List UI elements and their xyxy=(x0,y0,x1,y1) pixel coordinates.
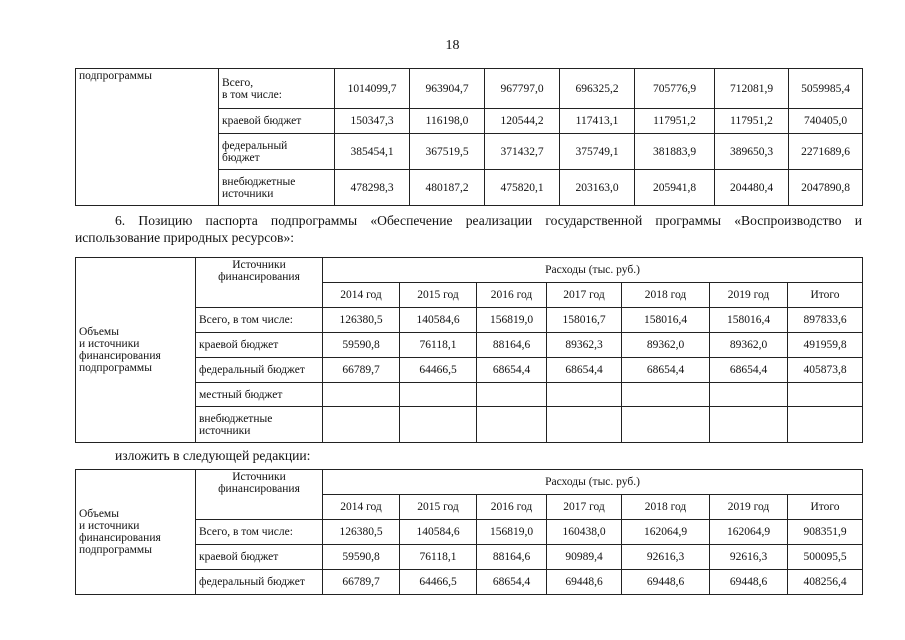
table2-cell xyxy=(477,407,547,443)
table1-cell: 371432,7 xyxy=(485,134,560,170)
table2-cell xyxy=(710,383,788,407)
table1-cell: 967797,0 xyxy=(485,69,560,109)
table2-year-header: 2014 год xyxy=(323,283,400,308)
table3-expenses-header: Расходы (тыс. руб.) xyxy=(323,470,863,495)
table2-cell: 491959,8 xyxy=(788,333,863,358)
table2-year-header: 2015 год xyxy=(400,283,477,308)
financing-table-continuation xyxy=(75,68,863,206)
table3-body xyxy=(76,470,863,595)
table1-cell: 205941,8 xyxy=(635,170,715,206)
table2-row-label: Всего, в том числе: xyxy=(196,308,323,333)
table1-row-label: федеральный бюджет xyxy=(219,134,335,170)
table3-cell: 162064,9 xyxy=(710,520,788,545)
table2-first-col: Объемы и источники финансирования подпрограммы xyxy=(76,258,196,443)
table3-cell: 69448,6 xyxy=(547,570,622,595)
table3-cell: 69448,6 xyxy=(710,570,788,595)
table2-cell xyxy=(788,383,863,407)
table1-cell: 712081,9 xyxy=(715,69,789,109)
table2-cell: 68654,4 xyxy=(622,358,710,383)
table2-cell: 66789,7 xyxy=(323,358,400,383)
table3-year-header: 2015 год xyxy=(400,495,477,520)
table1-cell: 150347,3 xyxy=(335,109,410,134)
table1-cell: 740405,0 xyxy=(789,109,863,134)
table2-row-label: местный бюджет xyxy=(196,383,323,407)
table2-row-label: краевой бюджет xyxy=(196,333,323,358)
table2-cell: 89362,0 xyxy=(710,333,788,358)
table3-cell: 140584,6 xyxy=(400,520,477,545)
table1-cell: 2271689,6 xyxy=(789,134,863,170)
table3-row-label: Всего, в том числе: xyxy=(196,520,323,545)
table1-row-label: Всего, в том числе: xyxy=(219,69,335,109)
table2-cell: 897833,6 xyxy=(788,308,863,333)
table2-cell: 68654,4 xyxy=(477,358,547,383)
table2-cell: 158016,7 xyxy=(547,308,622,333)
table2-cell: 140584,6 xyxy=(400,308,477,333)
table2-cell: 158016,4 xyxy=(622,308,710,333)
table2-year-header: 2018 год xyxy=(622,283,710,308)
table3-cell: 162064,9 xyxy=(622,520,710,545)
table3-cell: 88164,6 xyxy=(477,545,547,570)
table3-year-header: 2014 год xyxy=(323,495,400,520)
table2-cell xyxy=(323,383,400,407)
table2-year-header: 2016 год xyxy=(477,283,547,308)
table2-cell: 68654,4 xyxy=(547,358,622,383)
table2-cell xyxy=(547,383,622,407)
table3-cell: 64466,5 xyxy=(400,570,477,595)
table2-cell: 158016,4 xyxy=(710,308,788,333)
paragraph-position-6: 6. Позицию паспорта подпрограммы «Обеспечение реализации государственной программы «Воспроизводство и использование природных ресурсов»: xyxy=(75,213,862,245)
table1-cell: 367519,5 xyxy=(410,134,485,170)
table3-cell: 160438,0 xyxy=(547,520,622,545)
table2-cell: 88164,6 xyxy=(477,333,547,358)
table3-cell: 908351,9 xyxy=(788,520,863,545)
table3-cell: 59590,8 xyxy=(323,545,400,570)
table3-year-header: Итого xyxy=(788,495,863,520)
table1-cell: 385454,1 xyxy=(335,134,410,170)
table1-cell: 480187,2 xyxy=(410,170,485,206)
table1-cell: 2047890,8 xyxy=(789,170,863,206)
table3-cell: 90989,4 xyxy=(547,545,622,570)
table1-cell: 116198,0 xyxy=(410,109,485,134)
table3-cell: 92616,3 xyxy=(622,545,710,570)
table2-cell: 64466,5 xyxy=(400,358,477,383)
table3-cell: 408256,4 xyxy=(788,570,863,595)
financing-table-old xyxy=(75,257,863,443)
table1-cell: 696325,2 xyxy=(560,69,635,109)
table1-cell: 203163,0 xyxy=(560,170,635,206)
table1-cell: 475820,1 xyxy=(485,170,560,206)
table2-cell xyxy=(788,407,863,443)
table2-cell xyxy=(622,383,710,407)
table3-year-header: 2018 год xyxy=(622,495,710,520)
table2-cell xyxy=(547,407,622,443)
table2-cell xyxy=(710,407,788,443)
table3-row-label: краевой бюджет xyxy=(196,545,323,570)
table3-sources-header: Источники финансирования xyxy=(196,470,323,520)
table1-cell: 117951,2 xyxy=(635,109,715,134)
table2-year-header: 2019 год xyxy=(710,283,788,308)
financing-table-new xyxy=(75,469,863,595)
table2-cell xyxy=(477,383,547,407)
table3-year-header: 2017 год xyxy=(547,495,622,520)
table3-year-header: 2019 год xyxy=(710,495,788,520)
table2-cell: 89362,0 xyxy=(622,333,710,358)
table1-cell: 478298,3 xyxy=(335,170,410,206)
table1-cell: 1014099,7 xyxy=(335,69,410,109)
table1-cell: 117413,1 xyxy=(560,109,635,134)
table1-cell: 375749,1 xyxy=(560,134,635,170)
table3-cell: 66789,7 xyxy=(323,570,400,595)
table2-sources-header: Источники финансирования xyxy=(196,258,323,308)
table2-cell: 156819,0 xyxy=(477,308,547,333)
table3-cell: 69448,6 xyxy=(622,570,710,595)
table2-row-label: внебюджетные источники xyxy=(196,407,323,443)
table3-first-col: Объемы и источники финансирования подпрограммы xyxy=(76,470,196,595)
table1-first-col: подпрограммы xyxy=(76,69,219,206)
table2-body xyxy=(76,258,863,443)
table1-cell: 5059985,4 xyxy=(789,69,863,109)
table2-year-header: 2017 год xyxy=(547,283,622,308)
table3-cell: 126380,5 xyxy=(323,520,400,545)
table3-cell: 156819,0 xyxy=(477,520,547,545)
table1-cell: 204480,4 xyxy=(715,170,789,206)
table2-cell: 126380,5 xyxy=(323,308,400,333)
table2-cell: 89362,3 xyxy=(547,333,622,358)
table3-year-header: 2016 год xyxy=(477,495,547,520)
table2-expenses-header: Расходы (тыс. руб.) xyxy=(323,258,863,283)
table1-row-label: внебюджетные источники xyxy=(219,170,335,206)
table3-cell: 500095,5 xyxy=(788,545,863,570)
table2-row-label: федеральный бюджет xyxy=(196,358,323,383)
table3-row-label: федеральный бюджет xyxy=(196,570,323,595)
table1-cell: 389650,3 xyxy=(715,134,789,170)
table1-cell: 963904,7 xyxy=(410,69,485,109)
table3-cell: 92616,3 xyxy=(710,545,788,570)
table2-cell: 405873,8 xyxy=(788,358,863,383)
table1-row-label: краевой бюджет xyxy=(219,109,335,134)
table3-cell: 76118,1 xyxy=(400,545,477,570)
table2-cell: 68654,4 xyxy=(710,358,788,383)
table2-year-header: Итого xyxy=(788,283,863,308)
table1-body xyxy=(76,69,863,206)
page-number: 18 xyxy=(445,38,460,53)
table2-cell: 76118,1 xyxy=(400,333,477,358)
table1-cell: 705776,9 xyxy=(635,69,715,109)
table3-cell: 68654,4 xyxy=(477,570,547,595)
table1-cell: 120544,2 xyxy=(485,109,560,134)
table1-cell: 117951,2 xyxy=(715,109,789,134)
table2-cell xyxy=(622,407,710,443)
table1-cell: 381883,9 xyxy=(635,134,715,170)
table2-cell xyxy=(400,383,477,407)
table2-cell: 59590,8 xyxy=(323,333,400,358)
paragraph-new-edition: изложить в следующей редакции: xyxy=(115,448,311,463)
table2-cell xyxy=(323,407,400,443)
table2-cell xyxy=(400,407,477,443)
